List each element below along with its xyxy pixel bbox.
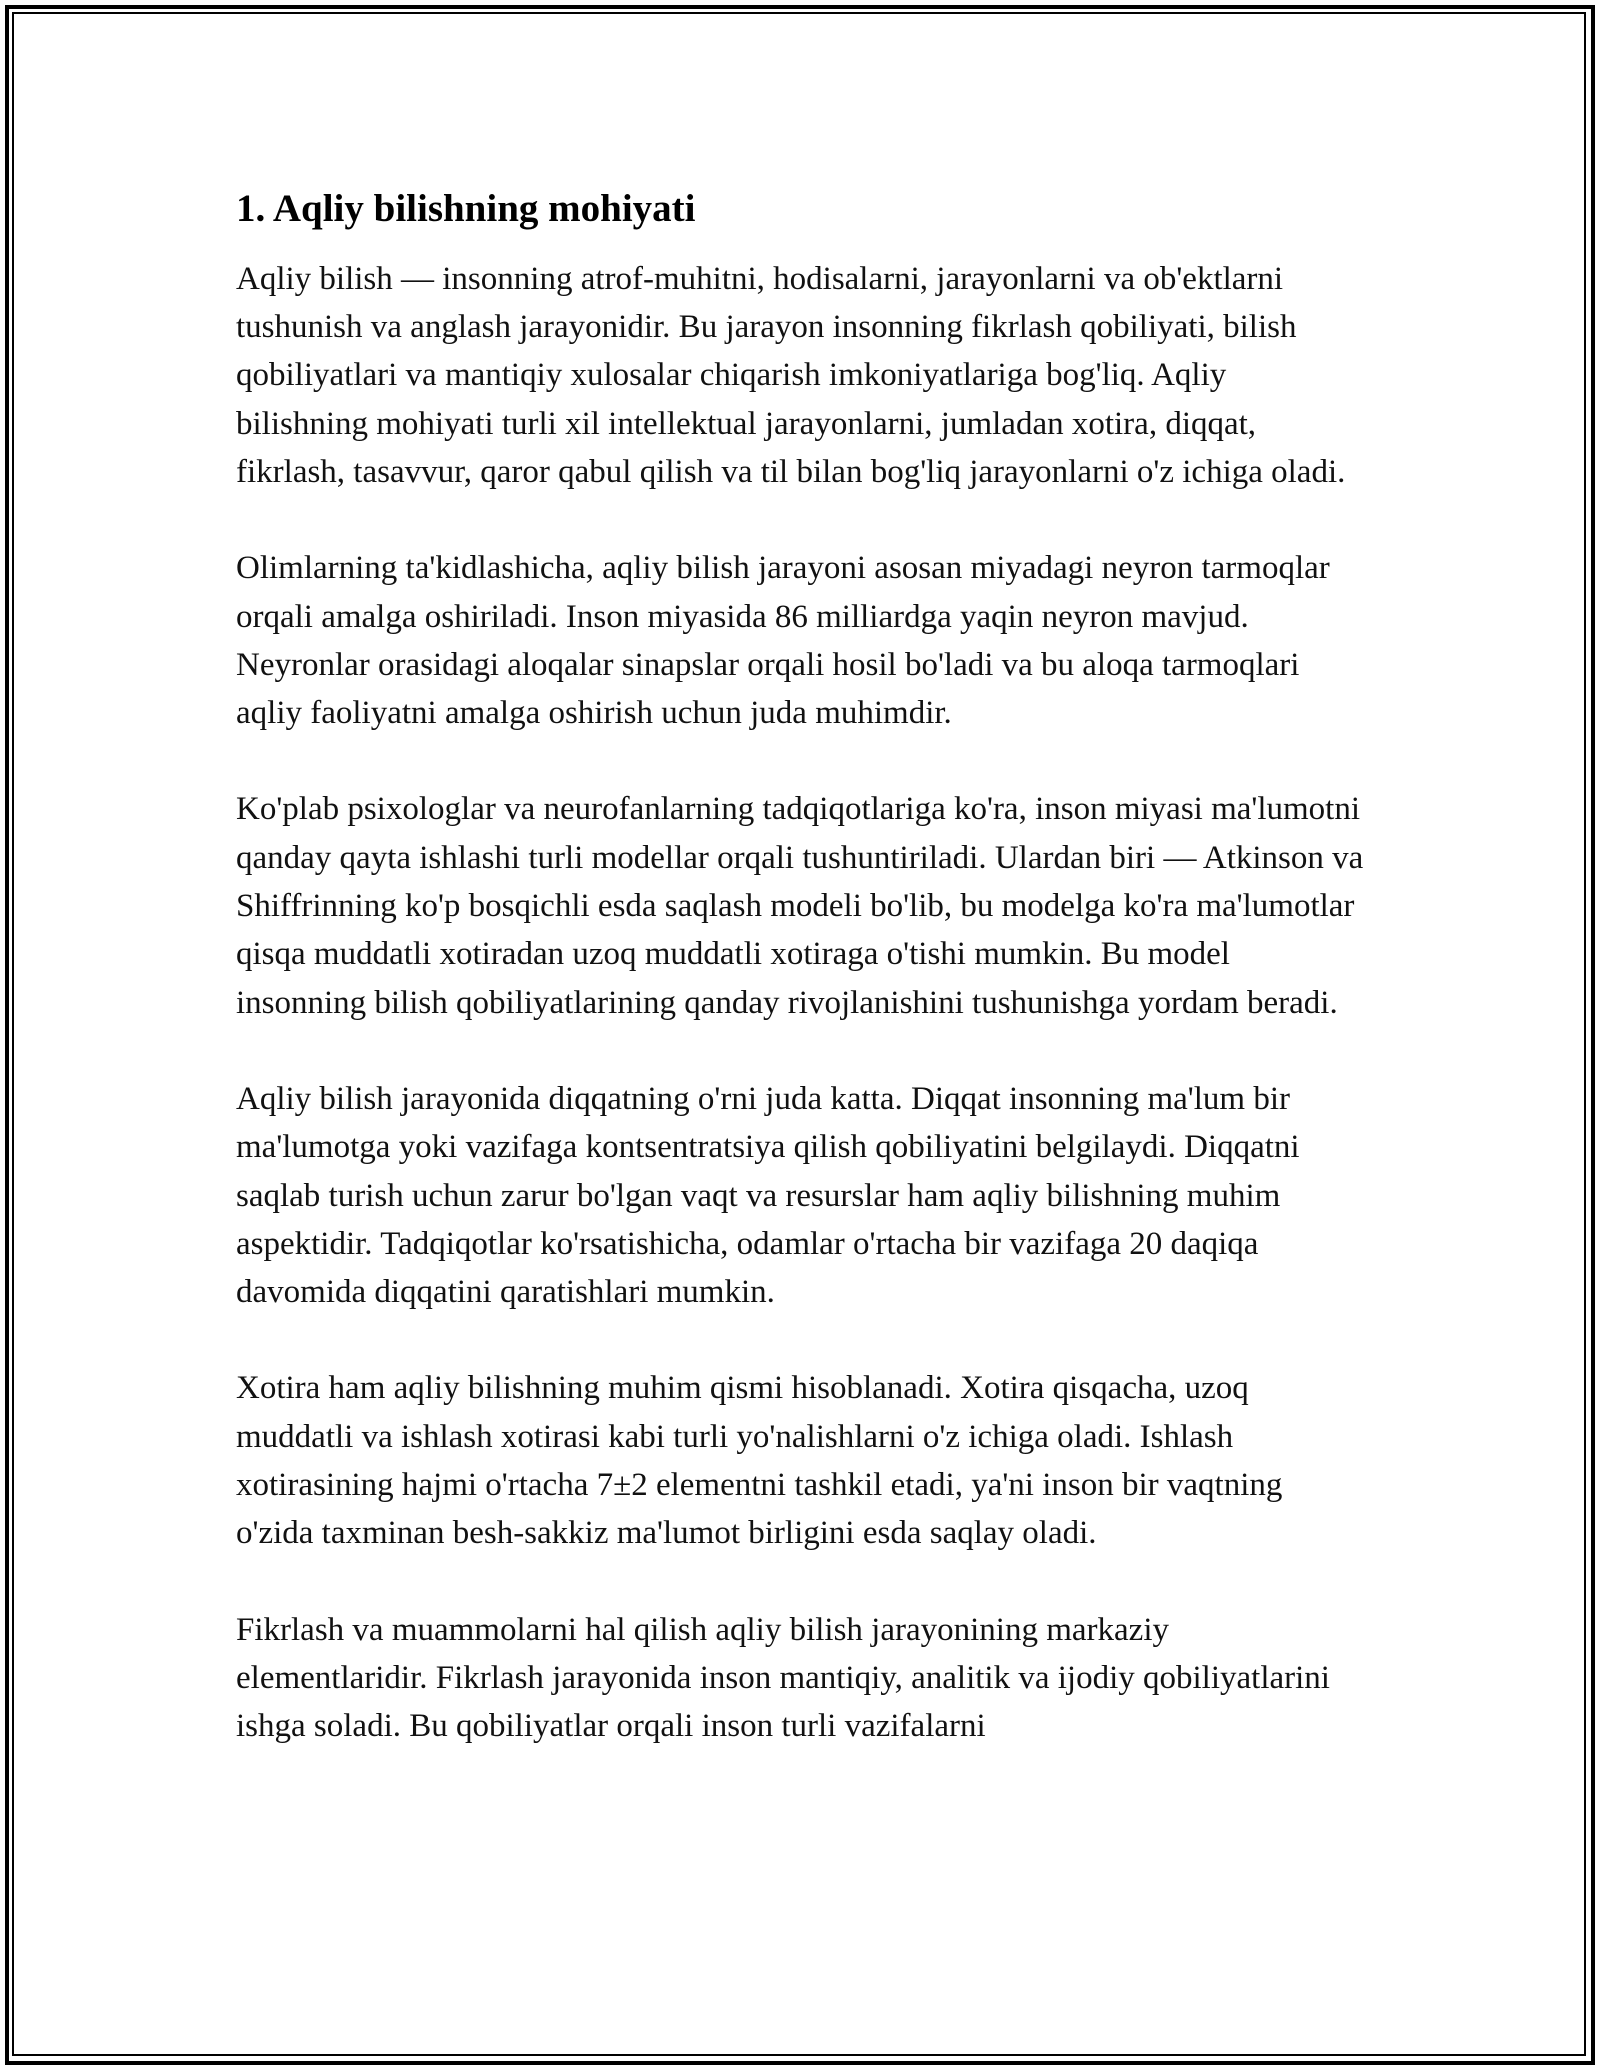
paragraph-intro: Aqliy bilish — insonning atrof-muhitni, hodisalarni, jarayonlarni va ob'ektlarni tushunish va anglash jarayonidir. Bu jarayon insonning fikrlash qobiliyati, bilish qobiliyatlari va mantiqiy xulosalar chiqarish imkoniyatlariga bog'liq. Aqliy bilishning mohiyati turli xil intellektual jarayonlarni, jumladan xotira, diqqat, fikrlash, tasavvur, qaror qabul qilish va til bilan bog'liq jarayonlarni o'z ichiga oladi. — [236, 260, 1346, 490]
paragraph-neurons: Olimlarning ta'kidlashicha, aqliy bilish jarayoni asosan miyadagi neyron tarmoqlar orqali amalga oshiriladi. Inson miyasida 86 milliardga yaqin neyron mavjud. Neyronlar orasidagi aloqalar sinapslar orqali hosil bo'ladi va bu aloqa tarmoqlari aqliy faoliyatni amalga oshirish uchun juda muhimdir. — [236, 550, 1330, 732]
paragraph-thinking: Fikrlash va muammolarni hal qilish aqliy bilish jarayonining markaziy elementlaridir. Fikrlash jarayonida inson mantiqiy, analitik va ijodiy qobiliyatlarini ishga soladi. Bu qobiliyatlar orqali inson turli vazifalarni — [236, 1611, 1330, 1745]
paragraph-memory: Xotira ham aqliy bilishning muhim qismi hisoblanadi. Xotira qisqacha, uzoq muddatli va ishlash xotirasi kabi turli yo'nalishlarni o'z ichiga oladi. Ishlash xotirasining hajmi o'rtacha 7±2 elementni tashkil etadi, ya'ni inson bir vaqtning o'zida taxminan besh-sakkiz ma'lumot birligini esda saqlay oladi. — [236, 1370, 1283, 1552]
section-heading: 1. Aqliy bilishning mohiyati — [236, 187, 696, 230]
document-body — [236, 186, 1366, 1799]
paragraph-memory-model: Ko'plab psixologlar va neurofanlarning tadqiqotlariga ko'ra, inson miyasi ma'lumotni qanday qayta ishlashi turli modellar orqali tushuntiriladi. Ulardan biri — Atkinson va Shiffrinning ko'p bosqichli esda saqlash modeli bo'lib, bu modelga ko'ra ma'lumotlar qisqa muddatli xotiradan uzoq muddatli xotiraga o'tishi mumkin. Bu model insonning bilish qobiliyatlarining qanday rivojlanishini tushunishga yordam beradi. — [236, 791, 1364, 1021]
paragraph-attention: Aqliy bilish jarayonida diqqatning o'rni juda katta. Diqqat insonning ma'lum bir ma'lumotga yoki vazifaga kontsentratsiya qilish qobiliyatini belgilaydi. Diqqatni saqlab turish uchun zarur bo'lgan vaqt va resurslar ham aqliy bilishning muhim aspektidir. Tadqiqotlar ko'rsatishicha, odamlar o'rtacha bir vazifaga 20 daqiqa davomida diqqatini qaratishlari mumkin. — [236, 1080, 1300, 1311]
